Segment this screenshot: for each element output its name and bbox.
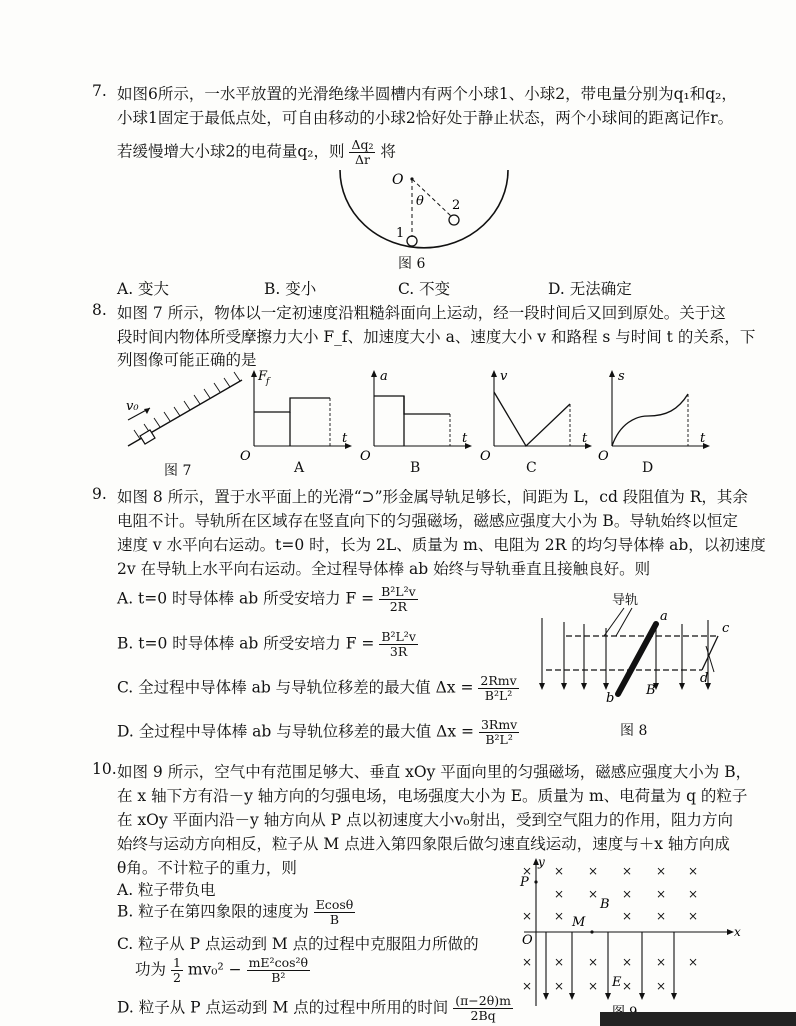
graph-d-caption: D xyxy=(642,460,654,476)
q9-opt-a-num: B²L²v xyxy=(381,584,416,599)
graph-b-origin: O xyxy=(360,449,371,464)
svg-text:×: × xyxy=(588,887,599,901)
q7-option-c: C. 不变 xyxy=(398,280,451,298)
scan-edge-shadow xyxy=(600,1012,796,1026)
svg-text:×: × xyxy=(688,909,699,923)
q9-opt-a-den: 2R xyxy=(389,599,408,614)
fig6-label-theta: θ xyxy=(416,194,424,209)
q10-opt-b-den: B xyxy=(329,912,340,927)
q7-frac-den: Δr xyxy=(354,152,370,167)
q9-opt-d-den: B²L² xyxy=(485,732,513,747)
svg-text:×: × xyxy=(656,864,667,878)
q9-line4: 2v 在导轨上水平向右运动。全过程导体棒 ab 始终与导轨垂直且接触良好。则 xyxy=(117,560,651,578)
graph-c xyxy=(478,368,598,468)
q10-option-b xyxy=(117,898,355,927)
q7-line2: 小球1固定于最低点处，可自由移动的小球2恰好处于静止状态，两个小球间的距离记作r。 xyxy=(117,109,734,127)
ball-2 xyxy=(449,215,459,225)
fig6-label-2: 2 xyxy=(452,198,461,213)
graph-c-tlabel: t xyxy=(582,431,588,446)
fig9-label-E: E xyxy=(612,975,622,990)
q10-opt-c-num: mE²cos²θ xyxy=(248,955,309,970)
graph-a-ylabel: F xyxy=(258,369,268,384)
q10-opt-c-text2: 功为 xyxy=(135,960,167,979)
q9-opt-b-den: 3R xyxy=(389,644,408,659)
q10-line2: 在 x 轴下方有沿－y 轴方向的匀强电场，电场强度大小为 E。质量为 m、电荷量为 q 的粒子 xyxy=(117,787,748,805)
q10-opt-c-half-den: 2 xyxy=(172,970,181,985)
svg-text:×: × xyxy=(688,864,699,878)
q7-frac-num: Δq₂ xyxy=(351,137,374,152)
q8-line2: 段时间内物体所受摩擦力大小 F_f、加速度大小 a、速度大小 v 和路程 s 与时间 t 的关系，下 xyxy=(117,328,756,346)
q10-opt-c-half-num: 1 xyxy=(172,955,181,970)
q9-opt-d-text: D. 全过程中导体棒 ab 与导轨位移差的最大值 Δx = xyxy=(117,722,475,741)
svg-text:×: × xyxy=(522,979,533,993)
q10-number: 10. xyxy=(92,760,117,778)
fig8-label-b: b xyxy=(606,691,615,706)
fig6-label-O: O xyxy=(392,172,404,188)
q9-opt-c-den: B²L² xyxy=(484,688,513,703)
fig6-label-1: 1 xyxy=(396,226,405,241)
q7-number: 7. xyxy=(92,82,107,100)
svg-text:×: × xyxy=(522,955,533,969)
q7-option-d: D. 无法确定 xyxy=(548,280,632,298)
svg-text:×: × xyxy=(554,909,565,923)
svg-text:×: × xyxy=(588,955,599,969)
svg-text:×: × xyxy=(522,909,533,923)
svg-text:×: × xyxy=(588,979,599,993)
svg-text:×: × xyxy=(554,864,565,878)
q8-line1: 如图 7 所示，物体以一定初速度沿粗糙斜面向上运动，经一段时间后又回到原处。关于这 xyxy=(117,304,726,322)
q10-opt-d-den: 2Bq xyxy=(470,1008,496,1023)
fig8-label-a: a xyxy=(660,609,668,624)
v0-label: v₀ xyxy=(126,399,139,414)
graph-b xyxy=(358,368,478,468)
svg-text:×: × xyxy=(554,887,565,901)
figure-8 xyxy=(536,590,736,715)
q9-number: 9. xyxy=(92,485,107,503)
svg-text:×: × xyxy=(622,909,633,923)
q10-opt-d-num: (π−2θ)m xyxy=(455,993,511,1008)
q10-option-d xyxy=(117,994,513,1023)
q10-opt-c-den: B² xyxy=(271,970,286,985)
graph-a-origin: O xyxy=(240,449,251,464)
q8-line3: 列图像可能正确的是 xyxy=(117,351,257,369)
ball-1 xyxy=(407,236,417,246)
graph-a-tlabel: t xyxy=(342,431,348,446)
fig7-caption: 图 7 xyxy=(164,463,192,479)
svg-text:×: × xyxy=(554,955,565,969)
fig9-label-P: P xyxy=(520,875,529,890)
q9-opt-c-text: C. 全过程中导体棒 ab 与导轨位移差的最大值 Δx = xyxy=(117,678,474,697)
q10-opt-b-num: Ecosθ xyxy=(315,897,354,912)
svg-text:×: × xyxy=(688,955,699,969)
svg-text:×: × xyxy=(622,887,633,901)
q10-line5: θ角。不计粒子的重力，则 xyxy=(117,859,297,877)
figure-7 xyxy=(120,372,250,452)
q9-option-a xyxy=(117,585,418,614)
q10-opt-b-text: B. 粒子在第四象限的速度为 xyxy=(117,902,309,921)
fig6-caption: 图 6 xyxy=(398,256,426,272)
graph-b-caption: B xyxy=(410,460,421,476)
fig9-label-y: y xyxy=(538,855,545,869)
q7-option-b: B. 变小 xyxy=(264,280,317,298)
figure-9 xyxy=(510,856,742,1020)
graph-d xyxy=(596,368,716,468)
graph-c-caption: C xyxy=(526,460,537,476)
svg-text:×: × xyxy=(622,864,633,878)
q10-opt-c-mid: mv₀² − xyxy=(187,960,242,979)
graph-d-ylabel: s xyxy=(618,369,625,384)
graph-a-caption: A xyxy=(294,460,305,476)
q10-line1: 如图 9 所示，空气中有范围足够大、垂直 xOy 平面向里的匀强磁场，磁感应强度大小为 B， xyxy=(117,763,752,781)
fig9-label-O: O xyxy=(522,933,533,948)
fig8-caption: 图 8 xyxy=(620,723,648,739)
fig8-label-B: B xyxy=(646,683,656,698)
q9-opt-b-text: B. t=0 时导体棒 ab 所受安培力 F = xyxy=(117,634,375,653)
fig9-label-M: M xyxy=(572,915,586,930)
q10-line4: 始终与运动方向相反，粒子从 M 点进入第四象限后做匀速直线运动，速度与＋x 轴方向成 xyxy=(117,835,730,853)
graph-a-ysub: f xyxy=(266,377,270,387)
q9-option-d xyxy=(117,718,519,747)
q10-line3: 在 xOy 平面内沿－y 轴方向从 P 点以初速度大小v₀射出，受到空气阻力的作用，阻力方向 xyxy=(117,811,733,829)
svg-text:×: × xyxy=(688,887,699,901)
q9-opt-b-num: B²L²v xyxy=(381,629,416,644)
graph-c-ylabel: v xyxy=(500,369,508,384)
graph-d-tlabel: t xyxy=(700,431,706,446)
graph-b-tlabel: t xyxy=(462,431,468,446)
q7-line3-post: 将 xyxy=(380,142,396,161)
svg-text:×: × xyxy=(656,979,667,993)
q9-option-b xyxy=(117,630,418,659)
svg-text:×: × xyxy=(656,955,667,969)
svg-text:×: × xyxy=(622,979,633,993)
graph-b-ylabel: a xyxy=(380,369,388,384)
q7-fraction xyxy=(349,138,375,167)
svg-text:×: × xyxy=(554,979,565,993)
fig8-label-d: d xyxy=(700,671,709,686)
graph-a xyxy=(238,368,358,468)
fig8-label-c: c xyxy=(722,621,730,636)
graph-c-origin: O xyxy=(480,449,491,464)
svg-text:×: × xyxy=(656,887,667,901)
q10-option-c-line2 xyxy=(135,956,310,985)
fig8-title: 导轨 xyxy=(612,593,639,608)
q8-number: 8. xyxy=(92,301,107,319)
svg-text:×: × xyxy=(522,864,533,878)
graph-d-origin: O xyxy=(598,449,609,464)
q10-option-a: A. 粒子带负电 xyxy=(117,881,216,899)
fig9-label-x: x xyxy=(734,925,741,939)
q7-line3 xyxy=(117,138,396,167)
q7-line3-pre: 若缓慢增大小球2的电荷量q₂，则 xyxy=(117,142,345,161)
q10-option-c-line1: C. 粒子从 P 点运动到 M 点的过程中克服阻力所做的 xyxy=(117,935,479,953)
svg-text:×: × xyxy=(656,909,667,923)
q7-option-a: A. 变大 xyxy=(117,280,170,298)
svg-text:×: × xyxy=(622,955,633,969)
fig9-label-B: B xyxy=(600,897,610,912)
svg-text:×: × xyxy=(588,864,599,878)
q9-line2: 电阻不计。导轨所在区域存在竖直向下的匀强磁场，磁感应强度大小为 B。导轨始终以恒定 xyxy=(117,512,738,530)
q9-opt-d-num: 3Rmv xyxy=(480,717,518,732)
q9-opt-c-num: 2Rmv xyxy=(480,673,517,688)
figure-6 xyxy=(330,165,520,260)
q9-opt-a-text: A. t=0 时导体棒 ab 所受安培力 F = xyxy=(117,589,375,608)
q9-line1: 如图 8 所示，置于水平面上的光滑“⊃”形金属导轨足够长，间距为 L，cd 段阻值为 R，其余 xyxy=(117,488,748,506)
q9-line3: 速度 v 水平向右运动。t=0 时，长为 2L、质量为 m、电阻为 2R 的均匀导体棒 ab，以初速度 xyxy=(117,536,766,554)
q10-opt-d-text: D. 粒子从 P 点运动到 M 点的过程中所用的时间 xyxy=(117,998,449,1017)
q9-option-c xyxy=(117,674,519,703)
q7-line1: 如图6所示，一水平放置的光滑绝缘半圆槽内有两个小球1、小球2，带电量分别为q₁和q₂， xyxy=(117,85,737,103)
